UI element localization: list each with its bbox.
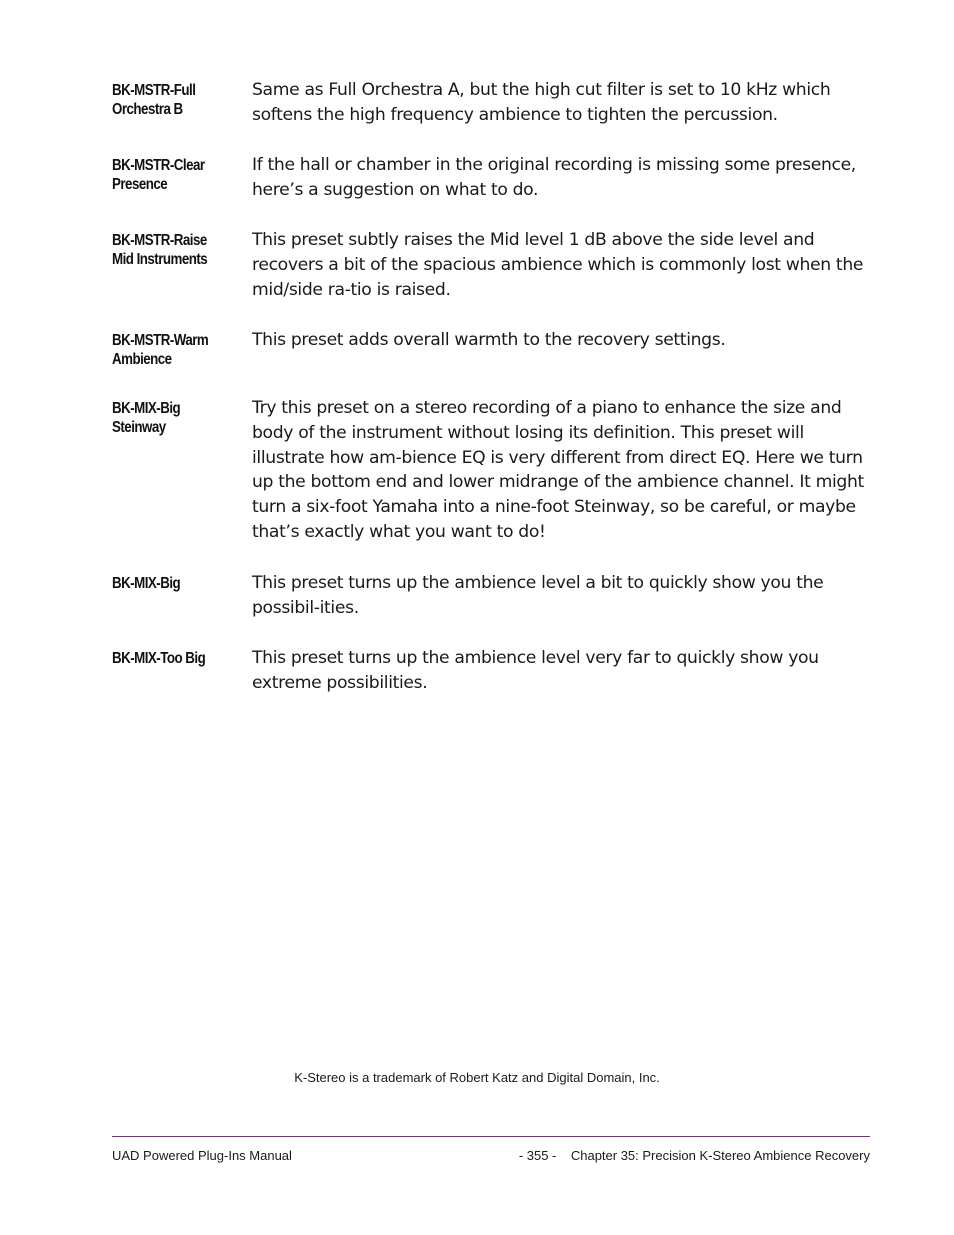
footer-page-number: - 355 - [518,1148,557,1163]
preset-description: Same as Full Orchestra A, but the high cut filter is set to 10 kHz which softens the high frequency ambience to tighten the percussion. [252,80,831,125]
preset-name-line: Steinway [112,419,166,436]
preset-name-line: Ambience [112,351,172,368]
footer-manual-title: UAD Powered Plug-Ins Manual [112,1148,292,1163]
preset-description: This preset turns up the ambience level a bit to quickly show you the possibil-ities. [252,573,824,618]
preset-name-line: Orchestra B [112,101,183,118]
preset-name-line: Presence [112,176,168,193]
preset-name [112,331,241,369]
preset-name-line: BK-MIX-Big [112,400,181,417]
preset-description: This preset adds overall warmth to the recovery settings. [252,330,726,350]
preset-description: Try this preset on a stereo recording of a piano to enhance the size and body of the instrument without losing its definition. This preset will illustrate how am-bience EQ is very different from direct EQ. Here we turn up the bottom end and lower midrange of the ambience channel. It might turn a six-foot Yamaha into a nine-foot Steinway, so be careful, or maybe that’s exactly what you want to do! [252,398,864,542]
preset-name [112,574,241,593]
footer-divider [112,1136,870,1137]
preset-name [112,81,241,119]
preset-description: This preset turns up the ambience level very far to quickly show you extreme possibilities. [252,648,819,693]
preset-name-line: BK-MIX-Too Big [112,650,206,667]
preset-name [112,231,241,269]
trademark-notice: K-Stereo is a trademark of Robert Katz and Digital Domain, Inc. [294,1070,660,1085]
preset-description: This preset subtly raises the Mid level 1 dB above the side level and recovers a bit of the spacious ambience which is commonly lost when the mid/side ra-tio is raised. [252,230,864,300]
preset-name-line: BK-MSTR-Raise [112,232,207,249]
preset-name [112,156,241,194]
preset-name-line: BK-MSTR-Warm [112,332,209,349]
preset-name [112,399,241,437]
preset-name-line: BK-MSTR-Clear [112,157,205,174]
preset-name-line: BK-MSTR-Full [112,82,196,99]
footer-right [519,1148,870,1163]
preset-name [112,649,241,668]
preset-description: If the hall or chamber in the original recording is missing some presence, here’s a suggestion on what to do. [252,155,856,200]
preset-name-line: BK-MIX-Big [112,575,181,592]
preset-name-line: Mid Instruments [112,251,208,268]
footer-chapter-title: Chapter 35: Precision K-Stereo Ambience Recovery [570,1148,870,1163]
